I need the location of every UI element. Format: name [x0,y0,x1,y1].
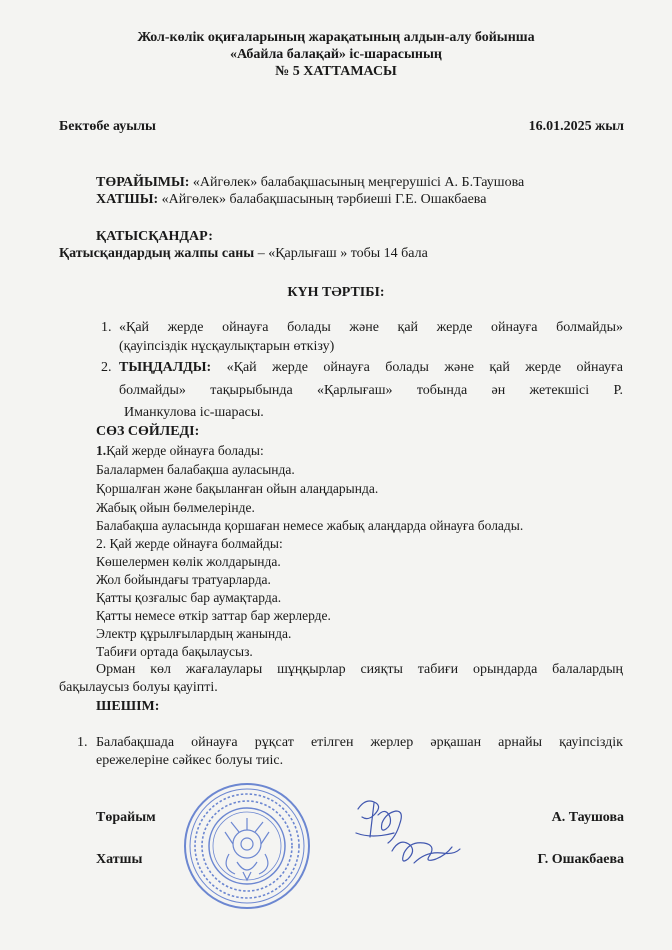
agenda-item-2-line-3: Иманкулова іс-шарасы. [124,405,264,420]
speech-p2-line: Қатты қозғалыс бар аумақтарда. [96,590,282,605]
chair-label: ТӨРАЙЫМЫ: [96,175,190,190]
place: Бектөбе ауылы [59,119,156,134]
date: 16.01.2025 жыл [528,119,624,134]
chair-role: Төрайым [96,810,156,825]
speech-p2-line: Қатты немесе өткір заттар бар жерлерде. [96,608,331,623]
agenda-item-2-label: ТЫҢДАЛДЫ: [119,360,212,375]
speech-p2-head: 2. Қай жерде ойнауға болмайды: [96,536,283,551]
speech-p1-line: Балабақша ауласында қоршаған немесе жабық алаңдарда ойнауға болады. [96,518,524,533]
speech-p3-line-2: бақылаусыз болуы қауіпті. [59,680,218,695]
speech-p1-head [96,443,264,459]
agenda-item-1-line-2: (қауіпсіздік нұсқаулықтарын өткізу) [119,339,335,354]
chair-name: А. Таушова [551,810,624,825]
secretary-line [96,192,486,208]
decision-line-1: Балабақшада ойнауға рұқсат етілген жерлер әрқашан арнайы қауіпсіздік [96,735,623,750]
agenda-item-2-line-1 [119,360,623,376]
secretary-label: ХАТШЫ: [96,192,159,207]
agenda-item-1-line-1: «Қай жерде ойнауға болады және қай жерде ойнауға болмайды» [119,320,623,335]
speech-p2-line: Жол бойындағы тратуарларда. [96,572,271,587]
speech-p2-line: Табиғи ортада бақылаусыз. [96,644,253,659]
participants-line [59,246,428,262]
speech-p2-line: Көшелермен көлік жолдарында. [96,554,281,569]
speech-title: СӨЗ СӨЙЛЕДІ: [96,424,200,439]
header-line-1: Жол-көлік оқиғаларының жарақатының алдын-алу бойынша [137,30,535,45]
agenda-item-2-number: 2. [101,360,112,375]
decision-line-2: ережелеріне сәйкес болуы тиіс. [96,753,284,768]
protocol-number: № 5 ХАТТАМАСЫ [275,64,397,79]
official-stamp [183,782,311,910]
secretary-name: Г. Ошакбаева [537,852,624,867]
agenda-item-1-number: 1. [101,320,112,335]
speech-p2-line: Электр құрылғылардың жанында. [96,626,292,641]
speech-p1-line: Жабық ойын бөлмелерінде. [96,500,255,515]
participants-label: ҚАТЫСҚАНДАР: [96,229,213,244]
chair-text: «Айгөлек» балабақшасының меңгерушісі А. Б.Таушова [189,175,525,190]
secretary-text: «Айгөлек» балабақшасының тәрбиеші Г.Е. Ошакбаева [158,192,487,207]
decision-title: ШЕШІМ: [96,699,160,714]
speech-p1-line: Балалармен балабақша ауласында. [96,462,295,477]
agenda-item-2-line-2: болмайды» тақырыбында «Қарлығаш» тобында ән жетекшісі Р. [119,383,623,398]
speech-p3-line-1: Орман көл жағалаулары шұңқырлар сияқты табиғи орындарда балалардың [96,662,623,677]
participants-count-text: – «Қарлығаш » тобы 14 бала [254,246,428,261]
participants-count-label: Қатысқандардың жалпы саны [59,246,255,261]
speech-p1-head-text: Қай жерде ойнауға болады: [106,443,264,458]
secretary-role: Хатшы [96,852,143,867]
header-line-2: «Абайла балақай» іс-шарасының [229,47,442,62]
speech-p1-number: 1. [96,443,107,458]
chair-line [96,175,524,191]
decision-number: 1. [77,735,88,750]
handwritten-signatures [352,793,464,871]
agenda-item-2-text: «Қай жерде ойнауға болады және қай жерде ойнауға [211,360,623,375]
agenda-title: КҮН ТӘРТІБІ: [287,285,385,300]
speech-p1-line: Қоршалған және бақыланған ойын алаңдарында. [96,481,379,496]
